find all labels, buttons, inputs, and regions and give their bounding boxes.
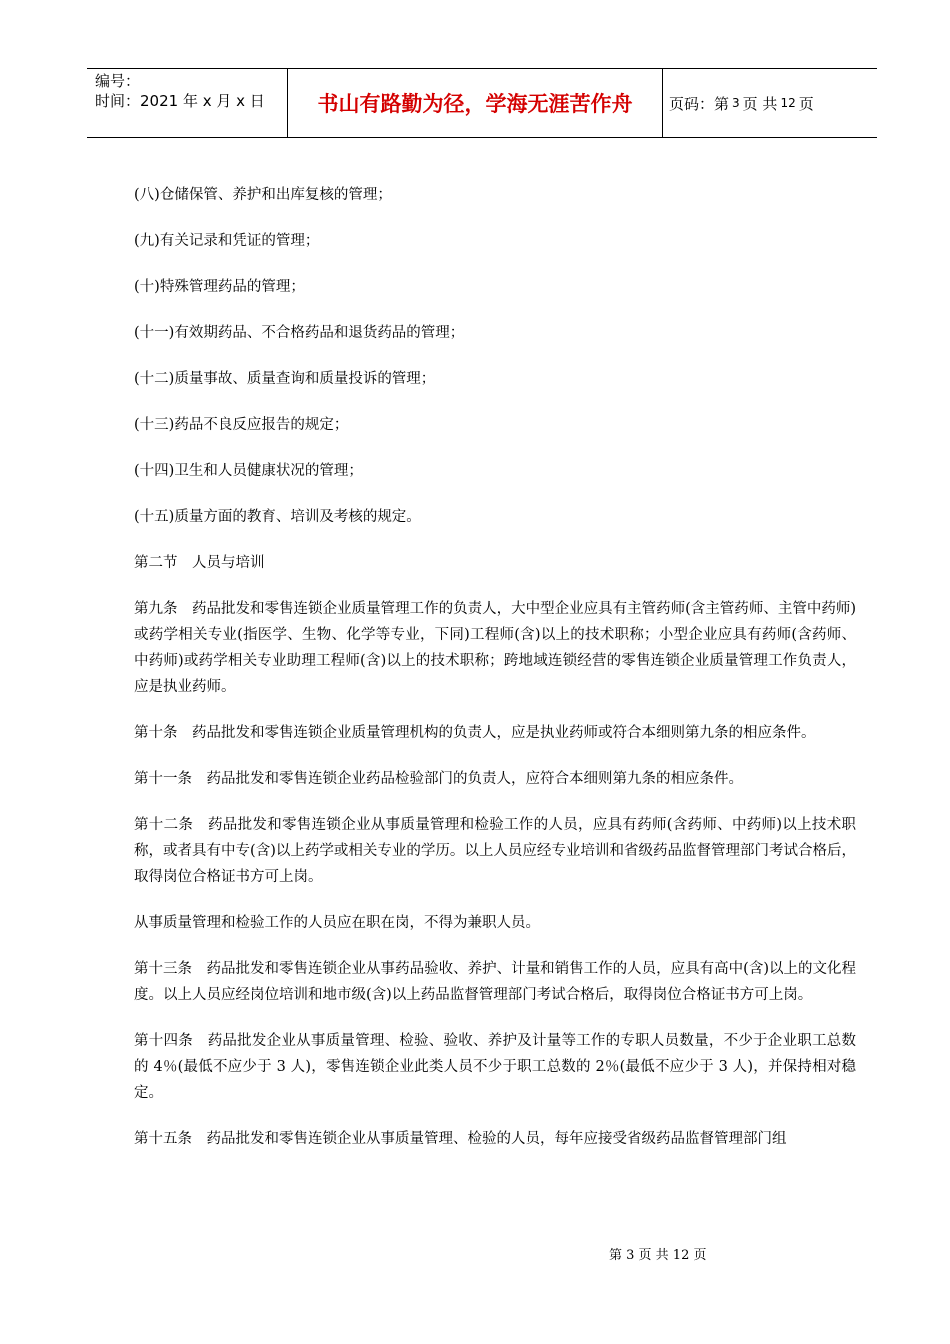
document-number-label: 编号：: [95, 72, 141, 90]
paragraph: (十四)卫生和人员健康状况的管理；: [134, 463, 363, 479]
page-current: 3: [732, 96, 740, 110]
document-body: [134, 182, 856, 1172]
section-heading: 第二节 人员与培训: [134, 555, 265, 571]
paragraph: (八)仓储保管、养护和出库复核的管理；: [134, 187, 392, 203]
page-mid: 页 共: [742, 94, 778, 113]
paragraph: 第十三条 药品批发和零售连锁企业从事药品验收、养护、计量和销售工作的人员，应具有高中(含)以上的文化程度。以上人员应经岗位培训和地市级(含)以上药品监督管理部门考试合格后，取得岗位合格证书方可上岗。: [134, 961, 856, 1003]
paragraph: (十三)药品不良反应报告的规定；: [134, 417, 349, 433]
paragraph: (十)特殊管理药品的管理；: [134, 279, 305, 295]
page-prefix: 页码：第: [669, 94, 730, 113]
paragraph: 从事质量管理和检验工作的人员应在职在岗，不得为兼职人员。: [134, 915, 540, 931]
page-header: [87, 68, 877, 138]
paragraph: 第十四条 药品批发企业从事质量管理、检验、验收、养护及计量等工作的专职人员数量，不少于企业职工总数的 4％(最低不应少于 3 人)，零售连锁企业此类人员不少于职工总数的 2％(最低不应少于 3 人)，并保持相对稳定。: [134, 1033, 856, 1101]
paragraph: 第十五条 药品批发和零售连锁企业从事质量管理、检验的人员，每年应接受省级药品监督管理部门组: [134, 1131, 787, 1147]
paragraph: (十一)有效期药品、不合格药品和退货药品的管理；: [134, 325, 465, 341]
header-info: [95, 71, 287, 111]
page-total: 12: [780, 96, 796, 110]
page-footer: 第 3 页 共 12 页: [609, 1248, 707, 1263]
header-page-indicator: [669, 69, 814, 137]
paragraph: (十二)质量事故、质量查询和质量投诉的管理；: [134, 371, 436, 387]
document-time-label: 时间：2021 年 x 月 x 日: [95, 92, 265, 110]
paragraph: 第十二条 药品批发和零售连锁企业从事质量管理和检验工作的人员，应具有药师(含药师、中药师)以上技术职称，或者具有中专(含)以上药学或相关专业的学历。以上人员应经专业培训和省级药品监督管理部门考试合格后，取得岗位合格证书方可上岗。: [134, 817, 856, 885]
paragraph: (十五)质量方面的教育、培训及考核的规定。: [134, 509, 421, 525]
paragraph: 第十条 药品批发和零售连锁企业质量管理机构的负责人，应是执业药师或符合本细则第九条的相应条件。: [134, 725, 816, 741]
paragraph: 第十一条 药品批发和零售连锁企业药品检验部门的负责人，应符合本细则第九条的相应条件。: [134, 771, 743, 787]
paragraph: (九)有关记录和凭证的管理；: [134, 233, 320, 249]
page-suffix: 页: [798, 94, 814, 113]
paragraph: 第九条 药品批发和零售连锁企业质量管理工作的负责人，大中型企业应具有主管药师(含主管药师、主管中药师)或药学相关专业(指医学、生物、化学等专业，下同)工程师(含)以上的技术职称；小型企业应具有药师(含药师、中药师)或药学相关专业助理工程师(含)以上的技术职称；跨地域连锁经营的零售连锁企业质量管理工作负责人，应是执业药师。: [134, 601, 856, 695]
header-motto: 书山有路勤为径，学海无涯苦作舟: [287, 69, 663, 137]
